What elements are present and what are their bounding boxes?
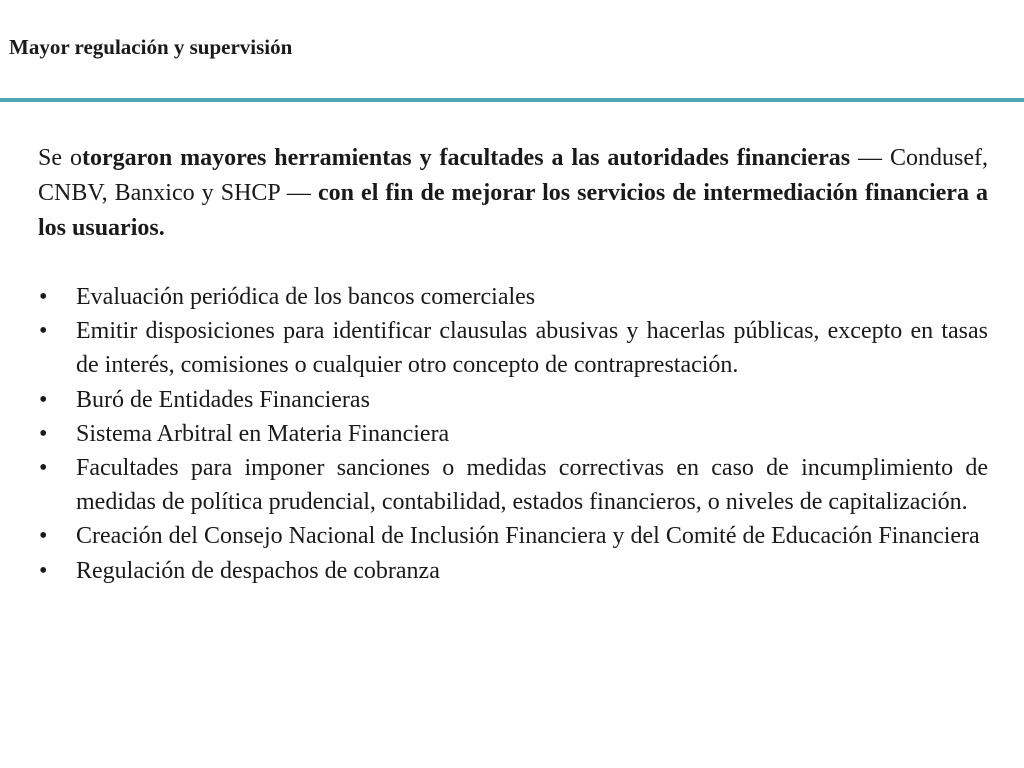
bullet-marker: • <box>39 318 48 345</box>
intro-text-part4: con el fin de mejorar los servicios de intermediación financiera a los usuarios. <box>38 180 988 241</box>
bullet-marker: • <box>39 557 48 584</box>
intro-text-part1: Se o <box>38 145 82 171</box>
intro-paragraph <box>38 141 988 246</box>
bullet-marker: • <box>39 420 48 447</box>
bullet-text: Sistema Arbitral en Materia Financiera <box>76 420 450 447</box>
bullet-item <box>38 554 988 588</box>
bullet-marker: • <box>39 455 48 482</box>
bullet-marker: • <box>39 284 48 310</box>
bullet-text: Regulación de despachos de cobranza <box>76 557 440 584</box>
bullet-text: Buró de Entidades Financieras <box>76 386 370 413</box>
bullet-marker: • <box>39 386 48 413</box>
bullet-marker: • <box>39 523 48 550</box>
bullet-text: Evaluación periódica de los bancos comerciales <box>76 284 536 310</box>
title-divider <box>0 98 1024 102</box>
intro-text-part2: torgaron mayores herramientas y facultades a las autoridades financieras <box>81 145 851 171</box>
bullet-item <box>38 451 988 519</box>
bullet-item <box>38 383 988 417</box>
bullet-item <box>38 314 988 382</box>
bullet-item <box>38 417 988 451</box>
bullet-list <box>38 280 988 588</box>
bullet-item <box>38 280 988 314</box>
bullet-text: Creación del Consejo Nacional de Inclusión Financiera y del Comité de Educación Financiera <box>76 523 980 550</box>
bullet-text: Emitir disposiciones para identificar clausulas abusivas y hacerlas públicas, excepto en tasas de interés, comisiones o cualquier otro concepto de contraprestación. <box>76 318 988 379</box>
bullet-item <box>38 519 988 553</box>
slide-title: Mayor regulación y supervisión <box>9 35 293 59</box>
bullet-text: Facultades para imponer sanciones o medidas correctivas en caso de incumplimiento de medidas de política prudencial, contabilidad, estados financieros, o niveles de capitalización. <box>76 455 988 516</box>
intro-text-part3: — Condusef, CNBV, Banxico y SHCP — <box>38 145 988 206</box>
